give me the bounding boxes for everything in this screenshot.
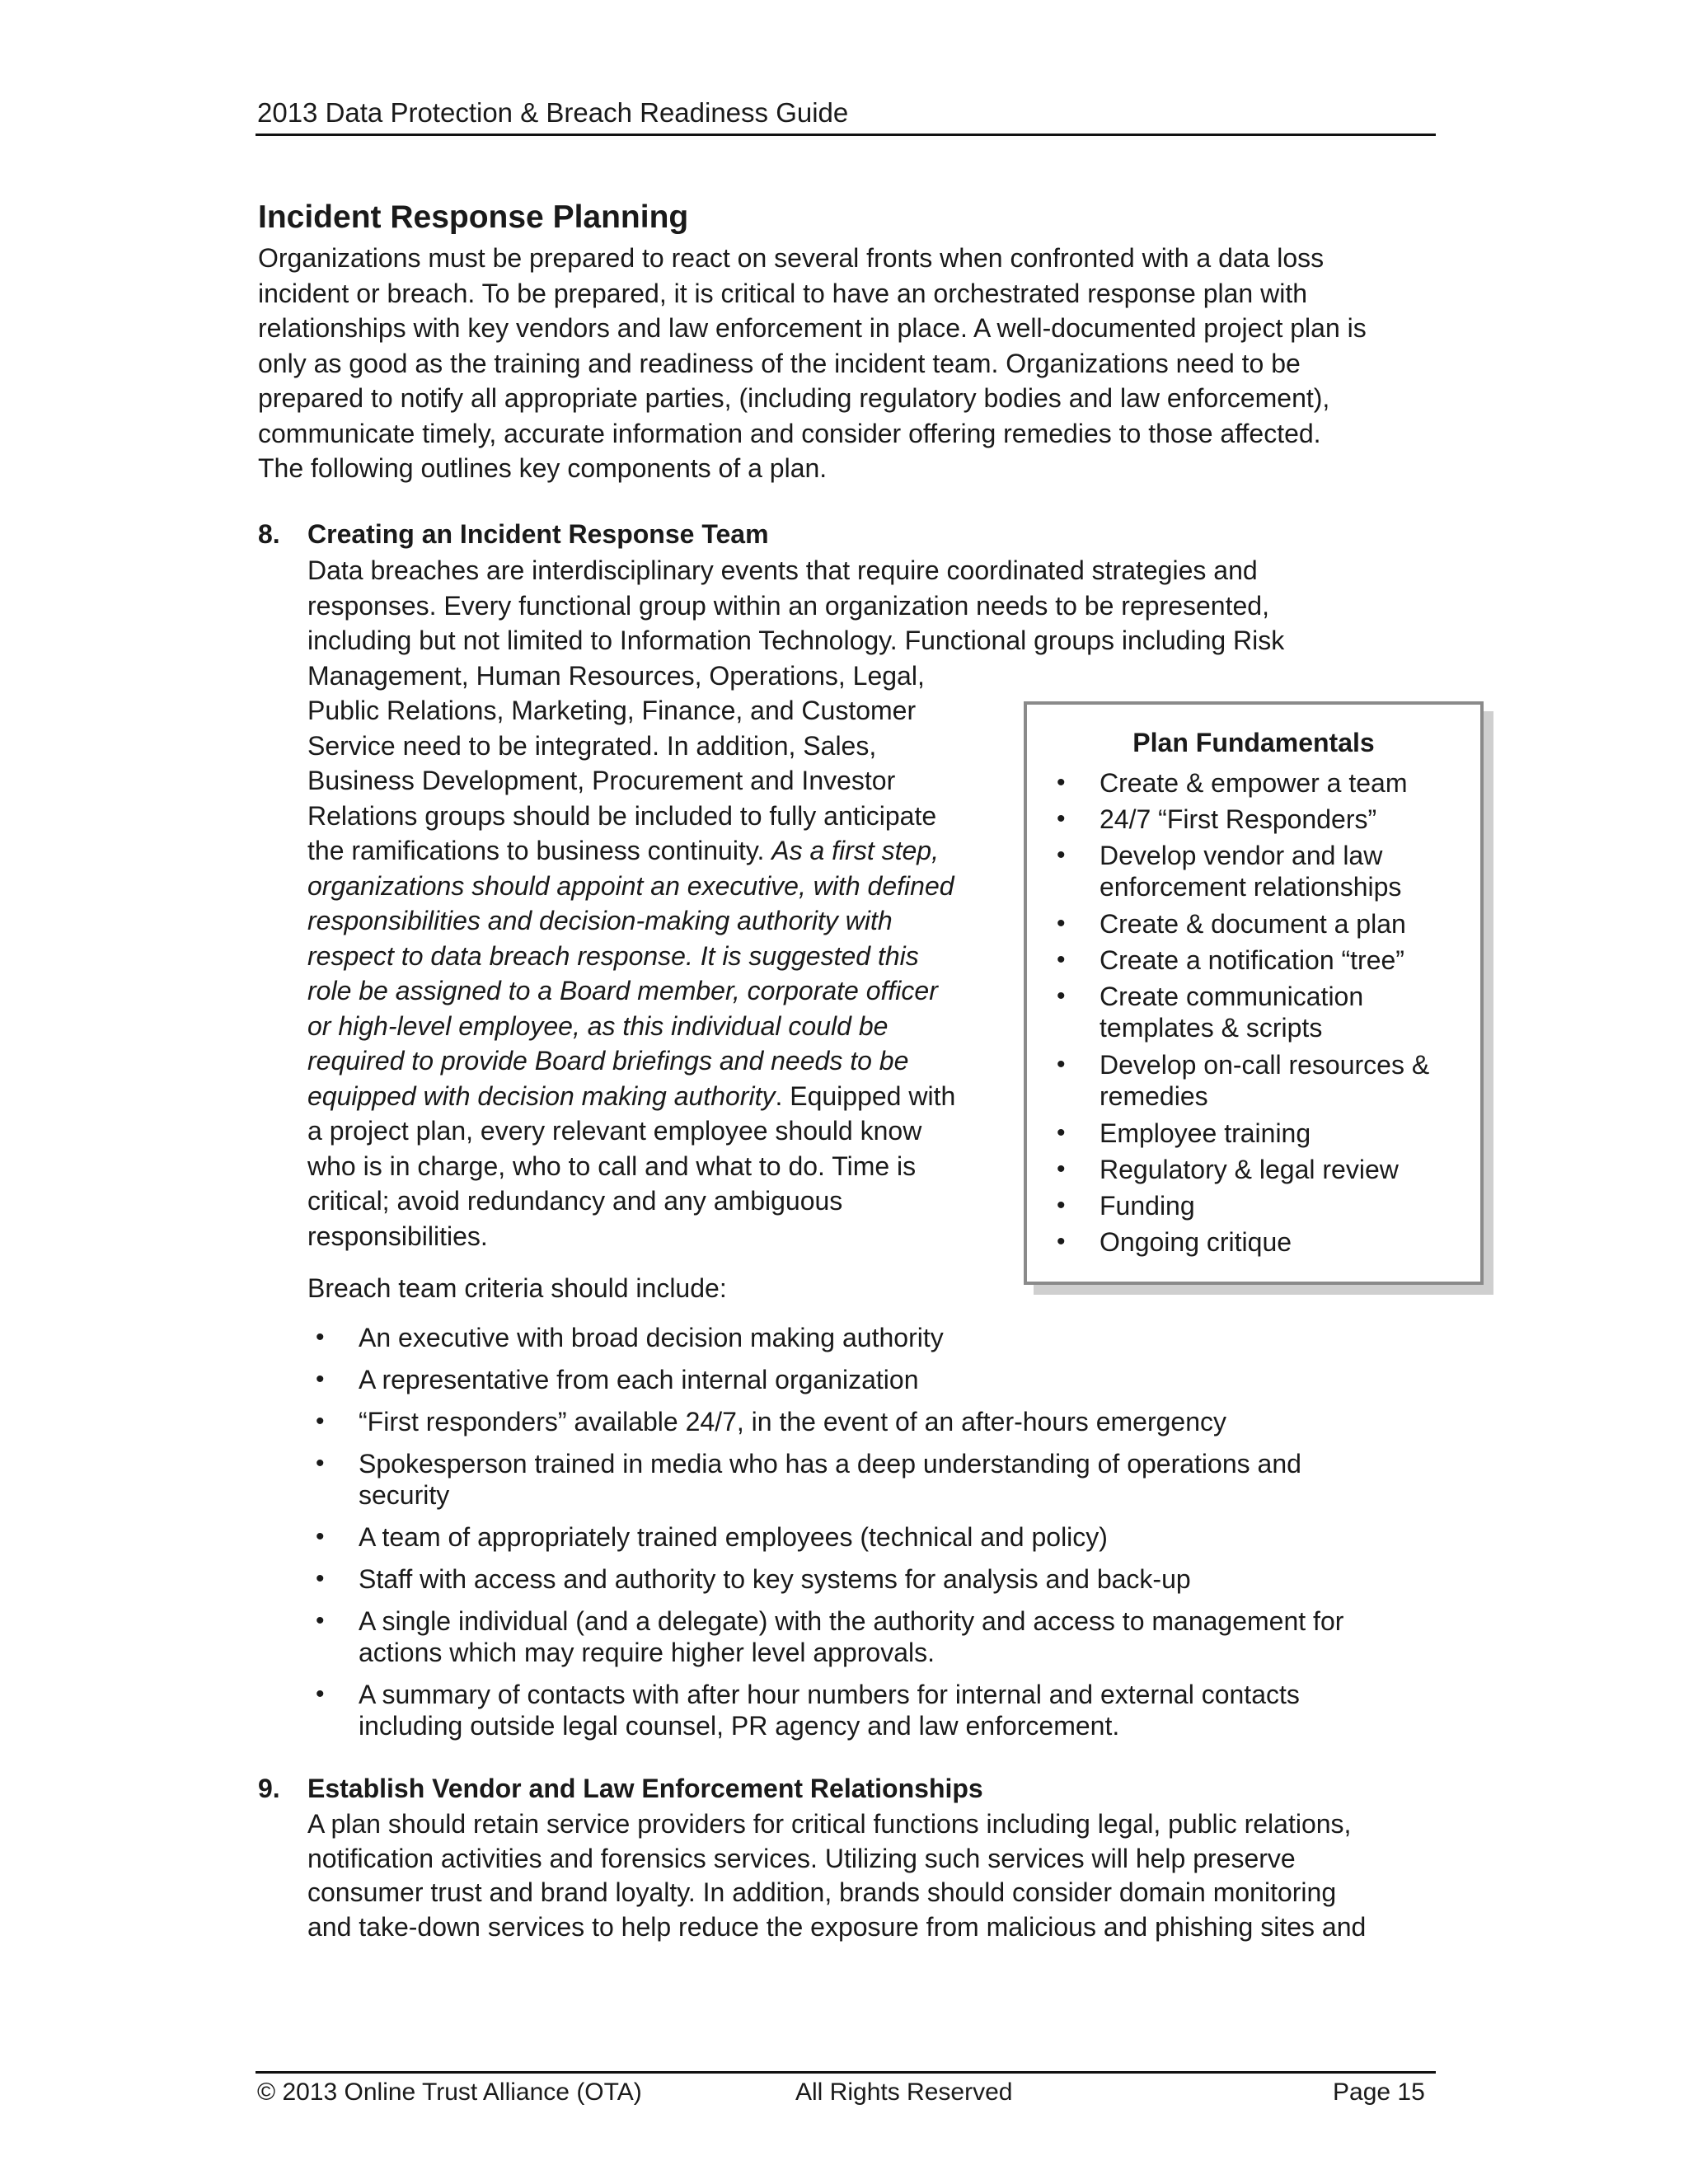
emphasis-line: respect to data breach response. It is suggested this [307,940,919,971]
body-line: including but not limited to Information Technology. Functional groups including Risk [307,626,1285,655]
bullet-icon: • [1057,982,1066,1010]
bullet-icon: • [316,1366,325,1393]
intro-paragraph [258,241,1445,486]
list-item-text: An executive with broad decision making authority [359,1323,944,1352]
list-item-text: Ongoing critique [1100,1227,1292,1257]
list-item-text: A single individual (and a delegate) with the authority and access to management for [359,1606,1344,1636]
bullet-icon: • [1057,769,1066,796]
body-line: Relations groups should be included to fully anticipate [307,800,937,831]
emphasis-line: organizations should appoint an executive, with defined [307,870,954,901]
list-item-text: Create & document a plan [1100,909,1406,939]
bullet-icon: • [316,1523,325,1550]
section-8-number: 8. [258,519,280,549]
body-line: consumer trust and brand loyalty. In addition, brands should consider domain monitoring [307,1877,1337,1907]
footer-copyright: © 2013 Online Trust Alliance (OTA) [257,2079,642,2106]
emphasis-line: or high-level employee, as this individual could be [307,1010,889,1041]
list-item-text: remedies [1100,1081,1208,1111]
emphasis-line: role be assigned to a Board member, corporate officer [307,976,938,1005]
bullet-icon: • [316,1680,325,1708]
section-9-title: Establish Vendor and Law Enforcement Relationships [307,1774,983,1803]
intro-line: communicate timely, accurate information and consider offering remedies to those affected. [258,418,1321,448]
list-item-text: Staff with access and authority to key systems for analysis and back-up [359,1564,1191,1594]
list-item-text: “First responders” available 24/7, in the event of an after-hours emergency [359,1407,1226,1436]
body-line: notification activities and forensics services. Utilizing such services will help preserve [307,1843,1296,1873]
body-line: who is in charge, who to call and what to do. Time is [307,1151,917,1181]
list-item-text: Create communication [1100,982,1364,1011]
plan-fundamentals-title: Plan Fundamentals [1132,728,1375,757]
running-header: 2013 Data Protection & Breach Readiness Guide [257,97,849,128]
list-item-text: Regulatory & legal review [1100,1155,1399,1184]
criteria-intro: Breach team criteria should include: [307,1273,727,1303]
bullet-icon: • [1057,1155,1066,1183]
list-item-text: Create a notification “tree” [1100,945,1404,975]
body-text: . Equipped with [775,1080,956,1111]
bullet-icon: • [1057,1192,1066,1219]
intro-line: The following outlines key components of a plan. [258,453,828,483]
bullet-icon: • [316,1324,325,1351]
bullet-icon: • [1057,910,1066,937]
list-item-text: Create & empower a team [1100,768,1408,798]
footer-rule [256,2071,1436,2074]
intro-line: only as good as the training and readiness of the incident team. Organizations need to be [258,348,1301,378]
bullet-icon: • [1057,1228,1066,1255]
emphasis-text: As a first step, [771,836,939,865]
list-item-text: templates & scripts [1100,1013,1323,1043]
page-title: Incident Response Planning [258,199,689,235]
bullet-icon: • [316,1408,325,1435]
list-item-text: actions which may require higher level approvals. [359,1638,935,1667]
section-9-number: 9. [258,1774,280,1803]
bullet-icon: • [1057,841,1066,869]
section-8-title: Creating an Incident Response Team [307,519,769,549]
bullet-icon: • [316,1565,325,1592]
list-item-text: A team of appropriately trained employees (technical and policy) [359,1522,1108,1552]
body-line: Data breaches are interdisciplinary events that require coordinated strategies and [307,555,1258,585]
intro-line: Organizations must be prepared to react on several fronts when confronted with a data loss [258,243,1325,273]
body-line: and take-down services to help reduce the exposure from malicious and phishing sites and [307,1911,1367,1942]
body-line: Service need to be integrated. In addition, Sales, [307,730,877,761]
body-line: responsibilities. [307,1221,488,1251]
bullet-icon: • [316,1450,325,1477]
list-item-text: A representative from each internal organization [359,1365,919,1394]
body-text: the ramifications to business continuity. [307,836,772,865]
intro-line: incident or breach. To be prepared, it is critical to have an orchestrated response plan with [258,278,1308,308]
bullet-icon: • [1057,805,1066,832]
body-line: responses. Every functional group within an organization needs to be represented, [307,590,1269,621]
list-item-text: Funding [1100,1191,1195,1221]
list-item-text: 24/7 “First Responders” [1100,804,1377,834]
list-item-text: including outside legal counsel, PR agency and law enforcement. [359,1711,1120,1741]
body-line: Management, Human Resources, Operations, Legal, [307,660,925,691]
body-line: Business Development, Procurement and Investor [307,766,896,795]
emphasis-text: equipped with decision making authority [307,1080,776,1111]
emphasis-line: responsibilities and decision-making authority with [307,906,893,935]
list-item-text: Develop vendor and law [1100,841,1383,870]
plan-fundamentals-box [1024,701,1484,1285]
intro-line: relationships with key vendors and law enforcement in place. A well-documented project plan is [258,313,1367,343]
bullet-icon: • [316,1607,325,1634]
header-rule [256,134,1436,136]
footer-rights: All Rights Reserved [795,2079,1013,2106]
body-line: Public Relations, Marketing, Finance, and Customer [307,696,917,725]
list-item-text: enforcement relationships [1100,872,1402,902]
list-item-text: Develop on-call resources & [1100,1050,1430,1080]
list-item-text: security [359,1480,450,1510]
intro-line: prepared to notify all appropriate parties, (including regulatory bodies and law enforcement), [258,383,1330,413]
list-item-text: Spokesperson trained in media who has a deep understanding of operations and [359,1449,1301,1479]
bullet-icon: • [1057,1051,1066,1078]
list-item-text: A summary of contacts with after hour numbers for internal and external contacts [359,1680,1300,1709]
list-item-text: Employee training [1100,1118,1311,1148]
bullet-icon: • [1057,1119,1066,1146]
emphasis-line: required to provide Board briefings and needs to be [307,1046,909,1076]
bullet-icon: • [1057,946,1066,973]
body-line: a project plan, every relevant employee should know [307,1116,922,1146]
body-line: A plan should retain service providers for critical functions including legal, public relations, [307,1809,1352,1839]
body-line: critical; avoid redundancy and any ambiguous [307,1186,843,1216]
section-9-body [307,1807,1461,1944]
page-number: Page 15 [1333,2079,1425,2106]
